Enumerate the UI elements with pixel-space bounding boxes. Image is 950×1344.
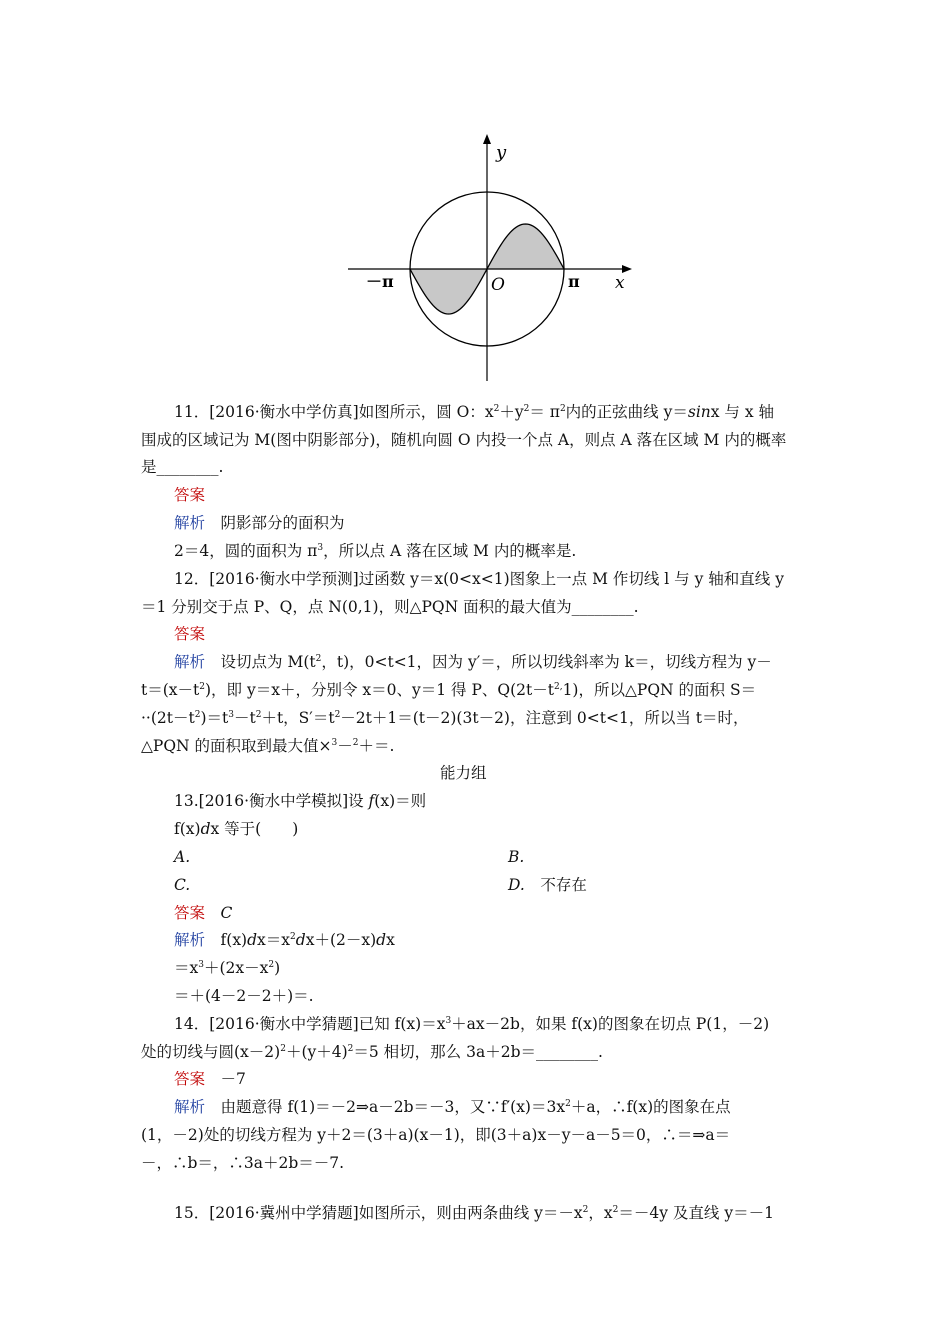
q14-solution-2: (1，－2)处的切线方程为 y＋2＝(3＋a)(x－1)，即(3＋a)x－y－a－5＝0，∴＝⇒a＝ <box>141 1126 731 1144</box>
q11-line-2: 围成的区域记为 M(图中阴影部分)，随机向圆 O 内投一个点 A，则点 A 落在区域 M 内的概率 <box>141 431 787 449</box>
q12-solution-1: 解析 设切点为 $M(t^2$，t)，0<t<1，因为 y′＝，所以切线斜率为 k＝，切线方程为 y－ <box>174 653 772 671</box>
q14-line-2: 处的切线与圆$(x-2)^2+(y+4)^2=5$ 相切，那么 3a＋2b＝________. <box>141 1043 603 1061</box>
section-title: 能力组 <box>440 764 487 782</box>
q13-option-a: A. <box>174 848 191 866</box>
y-axis-label: y <box>496 142 507 163</box>
origin-label: O <box>491 275 505 295</box>
q13-line-1: 13.[2016·衡水中学模拟]设 f(x)＝则 <box>174 792 427 810</box>
q14-line-1: 14．[2016·衡水中学猜题]已知 $f(x)=x^3+ax-2b$，如果 f(x)的图象在切点 P(1，－2) <box>174 1015 770 1033</box>
pi-label: π <box>568 272 580 291</box>
q13-solution-3: ＝＋(4－2－2＋)＝. <box>174 987 314 1005</box>
y-axis-arrow <box>483 134 491 144</box>
q13-solution-1: 解析 $f(x)dx=x^2dx+(2-x)dx$ <box>174 931 395 949</box>
q11-solution-2: 2＝4，圆的面积为 $\pi^3$，所以点 A 落在区域 M 内的概率是. <box>174 542 577 560</box>
q14-solution-1: 解析 由题意得 f(1)＝－2⇒a－2b＝－3，又$\because f'(x)=3x^2+a$，∴f(x)的图象在点 <box>174 1098 731 1116</box>
q12-answer-label: 答案 <box>174 625 206 643</box>
shaded-region-negative <box>410 269 487 314</box>
q12-solution-2: $t=(x-t^2)$，即 y＝x＋，分别令 x＝0、y＝1 得 P、$Q(2t-t^{2,}1)$，所以△PQN 的面积 S＝ <box>141 681 757 699</box>
neg-pi-label: －π <box>366 272 394 291</box>
x-axis-label: x <box>615 273 625 293</box>
shaded-region-positive <box>487 224 564 269</box>
q14-answer: 答案 －7 <box>174 1070 246 1088</box>
q11-line-1: 11．[2016·衡水中学仿真]如图所示，圆 O：$x^2+y^2= \pi^2$内的正弦曲线 y＝sinx 与 x 轴 <box>174 403 775 421</box>
q12-solution-3: $\cdot\cdot(2t-t^2)=t^3-t^2+t$，$S'=t^2-2t+1=(t-2)(3t-2)$，注意到 0<t<1，所以当 t＝时， <box>141 709 749 727</box>
q11-answer-label: 答案 <box>174 486 206 504</box>
q12-solution-4: △PQN 的面积取到最大值×$^3$－$^2$＋＝. <box>141 737 395 755</box>
q13-option-c: C. <box>174 876 191 894</box>
q12-line-1: 12．[2016·衡水中学预测]过函数 y＝x(0<x<1)图象上一点 M 作切线 l 与 y 轴和直线 y <box>174 570 784 588</box>
q11-line-3: 是________. <box>141 458 224 476</box>
x-axis-arrow <box>622 265 632 273</box>
q13-option-d: D. 不存在 <box>508 876 587 894</box>
q13-line-2: f(x)dx 等于( ) <box>174 820 299 838</box>
q13-answer: 答案 C <box>174 904 233 922</box>
q14-solution-3: －，∴b＝，∴3a＋2b＝－7. <box>141 1154 345 1172</box>
q13-option-b: B. <box>508 848 525 866</box>
sine-circle-figure <box>340 125 640 385</box>
q15-line-1: 15．[2016·冀州中学猜题]如图所示，则由两条曲线 $y=-x^2$，$x^2=-4y$ 及直线 y＝－1 <box>174 1204 774 1222</box>
q12-line-2: ＝1 分别交于点 P、Q，点 N(0,1)，则△PQN 面积的最大值为________. <box>141 598 639 616</box>
q13-solution-2: $=x^3+(2x-x^2)$ <box>174 959 281 977</box>
q11-solution-1: 解析 阴影部分的面积为 <box>174 514 345 532</box>
